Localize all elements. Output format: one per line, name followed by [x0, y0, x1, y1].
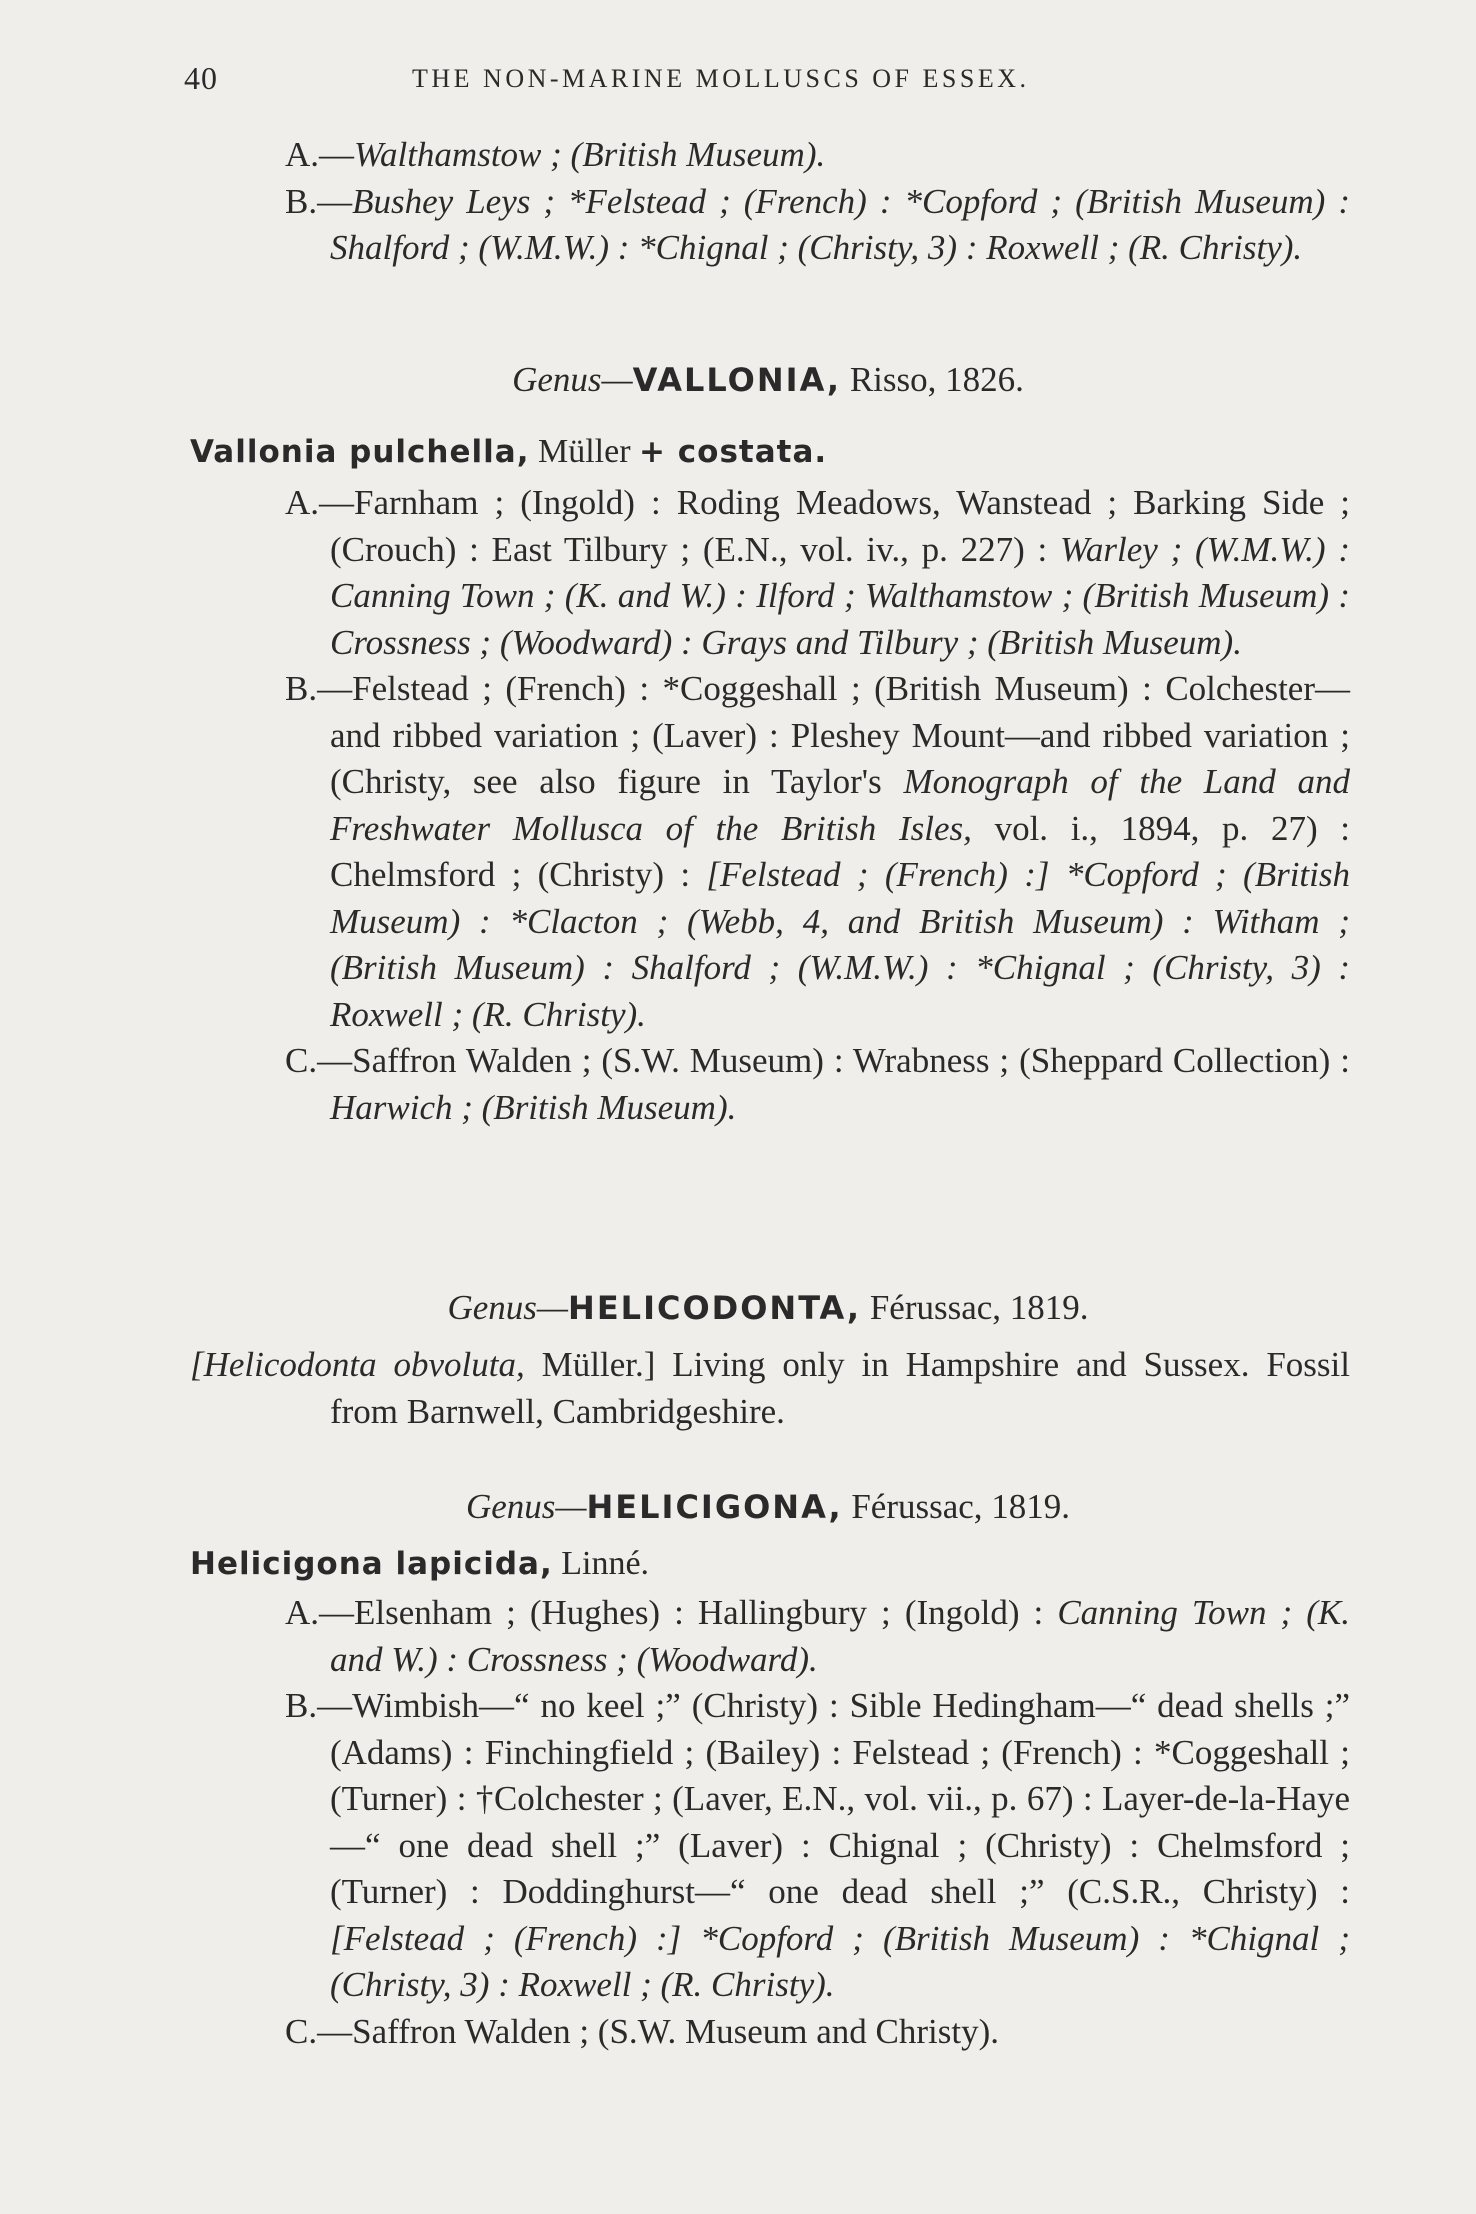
vallonia-entry-b: B.—Felstead ; (French) : *Coggeshall ; (British Museum) : Colchester—and ribbed variation ; (Laver) : Pleshey Mount—and ribbed variation ; (Christy, see also figure in Taylor's Monograph of the Land and Freshwater Mollusca of the British Isles, vol. i., 1894, p. 27) : Chelmsford ; (Christy) : [Felstead ; (French) :] *Copford ; (British Museum) : *Clacton ; (Webb, 4, and British Museum) : Witham ; (British Museum) : Shalford ; (W.M.W.) : *Chignal ; (Christy, 3) : Roxwell ; (R. Christy). [285, 669, 1350, 1034]
genus-heading-helicodonta: Genus—HELICODONTA, Férussac, 1819. [447, 1288, 1089, 1327]
genus-heading-helicigona: Genus—HELICIGONA, Férussac, 1819. [465, 1487, 1071, 1526]
carryover-entries [190, 132, 1350, 272]
helicodonta-note [190, 1342, 1350, 1435]
genus-heading-vallonia: Genus—VALLONIA, Risso, 1826. [512, 360, 1024, 399]
page-number: 40 [184, 60, 218, 96]
running-head: THE NON-MARINE MOLLUSCS OF ESSEX. [412, 64, 1030, 93]
species-heading-helicigona: Helicigona lapicida, Linné. [190, 1545, 650, 1582]
helicodonta-entry: [Helicodonta obvoluta, Müller.] Living only in Hampshire and Sussex. Fossil from Barnwell, Cambridgeshire. [190, 1345, 1350, 1431]
vallonia-entry-c: C.—Saffron Walden ; (S.W. Museum) : Wrabness ; (Sheppard Collection) : Harwich ; (British Museum). [285, 1041, 1350, 1127]
helicigona-records [190, 1590, 1350, 2055]
helicigona-entry-c: C.—Saffron Walden ; (S.W. Museum and Christy). [285, 2011, 1000, 2051]
helicigona-entry-b: B.—Wimbish—“ no keel ;” (Christy) : Sible Hedingham—“ dead shells ;” (Adams) : Finchingfield ; (Bailey) : Felstead ; (French) : *Coggeshall ; (Turner) : †Colchester ; (Laver, E.N., vol. vii., p. 67) : Layer-de-la-Haye—“ one dead shell ;” (Laver) : Chignal ; (Christy) : Chelmsford ; (Turner) : Doddinghurst—“ one dead shell ;” (C.S.R., Christy) : [Felstead ; (French) :] *Copford ; (British Museum) : *Chignal ; (Christy, 3) : Roxwell ; (R. Christy). [285, 1686, 1350, 2004]
vallonia-entry-a: A.—Farnham ; (Ingold) : Roding Meadows, Wanstead ; Barking Side ; (Crouch) : East Tilbury ; (E.N., vol. iv., p. 227) : Warley ; (W.M.W.) : Canning Town ; (K. and W.) : Ilford ; Walthamstow ; (British Museum) : Crossness ; (Woodward) : Grays and Tilbury ; (British Museum). [285, 483, 1350, 662]
species-heading-vallonia: Vallonia pulchella, Müller + costata. [190, 433, 828, 470]
helicigona-entry-a: A.—Elsenham ; (Hughes) : Hallingbury ; (Ingold) : Canning Town ; (K. and W.) : Crossness ; (Woodward). [285, 1593, 1350, 1679]
entry-a: A.—Walthamstow ; (British Museum). [285, 135, 826, 174]
entry-b: B.—Bushey Leys ; *Felstead ; (French) : *Copford ; (British Museum) : Shalford ; (W.M.W.) : *Chignal ; (Christy, 3) : Roxwell ; (R. Christy). [285, 181, 1350, 267]
vallonia-records [190, 480, 1350, 1131]
